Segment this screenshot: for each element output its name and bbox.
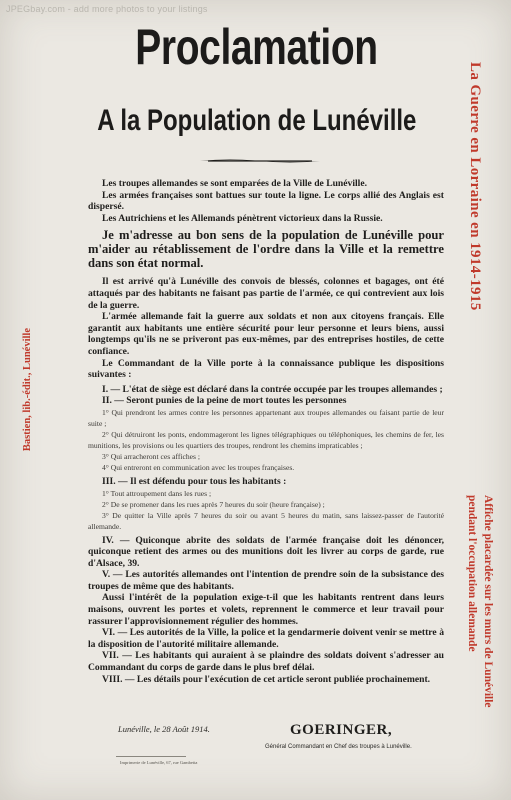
poster-title: Proclamation	[135, 19, 378, 75]
paragraph: Les Autrichiens et les Allemands pénètrent victorieux dans la Russie.	[102, 212, 383, 224]
signature-title: Général Commandant en Chef des troupes à Lunéville.	[265, 744, 412, 750]
article-3-item: 2° De se promener dans les rues après 7 heures du soir (heure française) ;	[102, 499, 325, 509]
paragraph: Le Commandant de la Ville porte à la connaissance publique les dispositions suivantes :	[88, 357, 444, 381]
date-line: Lunéville, le 28 Août 1914.	[118, 724, 210, 734]
article-2-item: 4° Qui entreront en communication avec les troupes françaises.	[102, 462, 295, 472]
paragraph: L'armée allemande fait la guerre aux soldats et non aux citoyens français. Elle garantit aux habitants une entière sécurité pour leur personne et leurs biens, aussi longtemps qu'ils ne se priveront pas eux-mêmes, par des entreprises hostiles, de cette confiance.	[88, 311, 444, 357]
article-1: I. — L'état de siège est déclaré dans la contrée occupée par les troupes allemandes ;	[102, 383, 443, 395]
article-3-item: 3° De quitter la Ville après 7 heures du soir ou avant 5 heures du matin, sans laissez-passer de l'autorité allemande.	[88, 510, 444, 531]
article-4: IV. — Quiconque abrite des soldats de l'armée française doit les dénoncer, quiconque retient des armes ou des munitions doit les livrer au corps de garde, rue d'Alsace, 39.	[88, 534, 444, 569]
article-3: III. — Il est défendu pour tous les habitants :	[102, 475, 287, 487]
paragraph: Les armées françaises sont battues sur toute la ligne. Le corps allié des Anglais est dispersé.	[88, 189, 444, 213]
side-note-line2: pendant l'occupation allemande	[466, 495, 478, 652]
side-annotation-publisher: Bastien, lib.-édit., Lunéville	[22, 328, 33, 452]
side-note-line1: Affiche placardée sur les murs de Lunéville	[482, 495, 494, 708]
poster-subtitle: A la Population de Lunéville	[97, 104, 417, 137]
ornament-divider-icon	[200, 158, 320, 164]
proclamation-body	[88, 178, 444, 685]
article-2: II. — Seront punies de la peine de mort toutes les personnes	[102, 395, 347, 407]
signature-name: GOERINGER,	[290, 722, 393, 738]
article-5: V. — Les autorités allemandes ont l'intention de prendre soin de la subsistance des troupes de même que des habitants.	[88, 569, 444, 592]
article-2-item: 2° Qui détruiront les ponts, endommageront les lignes télégraphiques ou téléphoniques, les chemins de fer, les munitions, les provisions ou les quartiers des troupes, rendront les chemins impraticables ;	[88, 429, 444, 450]
watermark-text: JPEGbay.com - add more photos to your listings	[6, 4, 208, 14]
paragraph: Il est arrivé qu'à Lunéville des convois de blessés, colonnes et bagages, ont été attaqués par des habitants ne faisant pas partie de l'armée, ce qui contrevient aux lois de la guerre.	[88, 276, 444, 311]
side-annotation-note	[464, 495, 496, 708]
paragraph-emphasis: Je m'adresse au bon sens de la population de Lunéville pour m'aider au rétablissement de l'ordre dans la Ville et la remettre dans son état normal.	[88, 228, 444, 271]
article-8: VIII. — Les détails pour l'exécution de cet article seront publiée prochainement.	[102, 673, 431, 685]
paragraph: Aussi l'intérêt de la population exige-t-il que les habitants rentrent dans leurs maisons, ouvrent les portes et volets, reprennent le commerce et leur travail pour rassurer l'approvisionnement régulier des hommes.	[88, 592, 444, 627]
footer-rule	[116, 756, 186, 757]
side-annotation-title: La Guerre en Lorraine en 1914-1915	[467, 62, 483, 311]
paragraph: Les troupes allemandes se sont emparées de la Ville de Lunéville.	[102, 178, 367, 189]
article-2-item: 1° Qui prendront les armes contre les personnes appartenant aux troupes allemandes ou faisant partie de leur suite ;	[88, 407, 444, 428]
article-7: VII. — Les habitants qui auraient à se plaindre des soldats doivent s'adresser au Commandant du corps de garde dans le plus bref délai.	[88, 650, 444, 674]
article-2-item: 3° Qui arracheront ces affiches ;	[102, 451, 200, 461]
article-3-item: 1° Tout attroupement dans les rues ;	[102, 488, 212, 498]
printer-imprint: Imprimerie de Lunéville, 67, rue Gambetta	[120, 760, 198, 765]
article-6: VI. — Les autorités de la Ville, la police et la gendarmerie doivent venir se mettre à la disposition de l'autorité militaire allemande.	[88, 627, 444, 650]
